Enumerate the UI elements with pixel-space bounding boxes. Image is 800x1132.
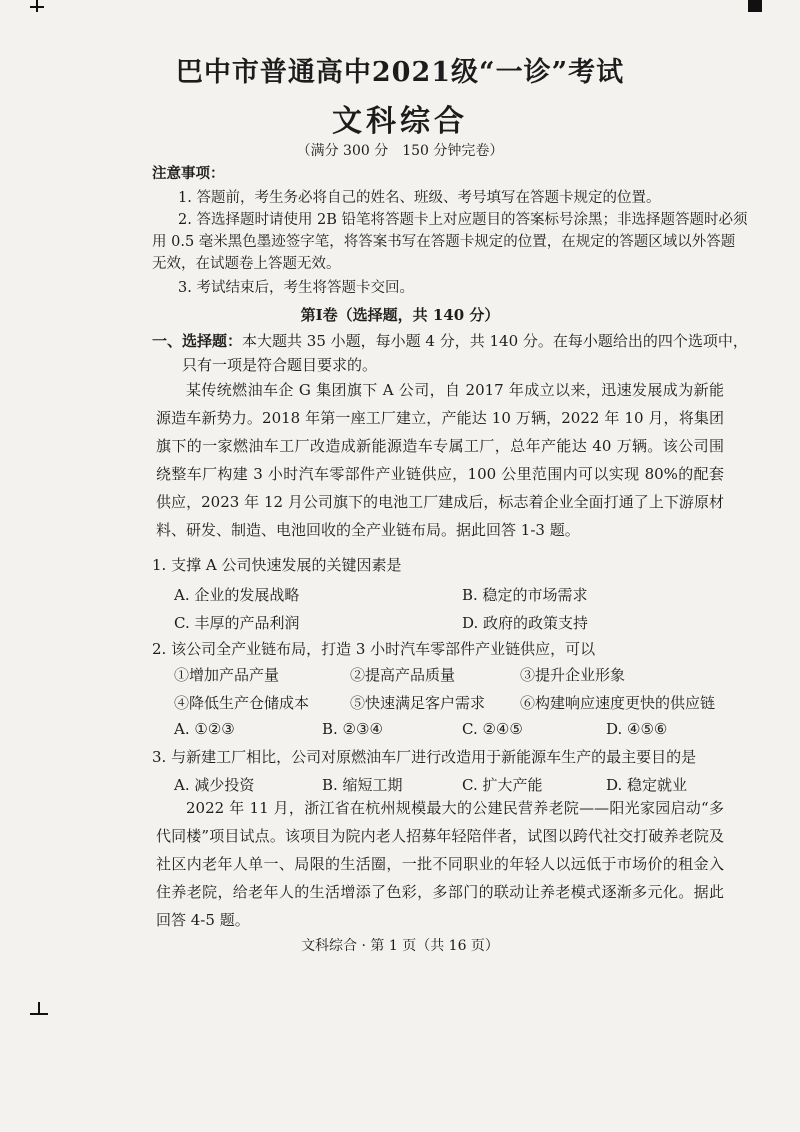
q3-option-a: A. 减少投资 <box>174 776 255 794</box>
notes-item-2: 2. 答选择题时请使用 2B 铅笔将答题卡上对应题目的答案标号涂黑；非选择题答题时必须 <box>178 212 748 228</box>
section-intro <box>152 330 748 351</box>
q3-option-c: C. 扩大产能 <box>462 776 543 794</box>
q3-option-b: B. 缩短工期 <box>322 776 403 794</box>
q3-option-d: D. 稳定就业 <box>606 776 688 794</box>
notes-item-2-cont: 用 0.5 毫米黑色墨迹签字笔，将答案书写在答题卡规定的位置，在规定的答题区域以外答题 <box>152 234 736 250</box>
exam-title: 巴中市普通高中2021级“一诊”考试 <box>175 57 625 88</box>
q2-option-b: B. ②③④ <box>322 720 383 738</box>
passage-2: 2022 年 11 月，浙江省在杭州规模最大的公建民营养老院——阳光家园启动“多代同楼”项目试点。该项目为院内老人招募年轻陪伴者，试图以跨代社交打破养老院及社区内老年人单一、局限的生活圈，一批不同职业的年轻人以远低于市场价的租金入住养老院，给老年人的生活增添了色彩，多部门的联动让养老模式逐渐多元化。据此回答 4-5 题。 <box>156 799 724 929</box>
q1-option-d: D. 政府的政策支持 <box>462 614 589 632</box>
q2-item-6: ⑥构建响应速度更快的供应链 <box>520 694 716 712</box>
notes-item-2-cont2: 无效，在试题卷上答题无效。 <box>152 256 341 272</box>
notes-heading: 注意事项： <box>152 165 225 182</box>
question-1-stem: 1. 支撑 A 公司快速发展的关键因素是 <box>152 556 402 574</box>
page-footer: 文科综合 · 第 1 页（共 16 页） <box>301 938 499 954</box>
score-info: （满分 300 分 150 分钟完卷） <box>296 143 504 159</box>
q2-option-c: C. ②④⑤ <box>462 720 523 738</box>
section-intro-label: 一、选择题： <box>152 332 243 350</box>
q2-item-4: ④降低生产仓储成本 <box>174 694 310 712</box>
scan-corner-mark <box>748 0 762 12</box>
crop-mark-top-left-vertical <box>36 0 38 12</box>
q2-item-1: ①增加产品产量 <box>174 666 280 684</box>
question-2-stem: 2. 该公司全产业链布局，打造 3 小时汽车零部件产业链供应，可以 <box>152 640 596 658</box>
question-3-stem: 3. 与新建工厂相比，公司对原燃油车厂进行改造用于新能源车生产的最主要目的是 <box>152 748 697 766</box>
q2-item-5: ⑤快速满足客户需求 <box>350 694 486 712</box>
section-intro-line2: 只有一项是符合题目要求的。 <box>182 356 378 374</box>
crop-mark-bottom-left-vertical <box>38 1002 40 1014</box>
section-title: 第Ⅰ卷（选择题，共 140 分） <box>300 306 500 324</box>
passage-1: 某传统燃油车企 G 集团旗下 A 公司，自 2017 年成立以来，迅速发展成为新能源造车新势力。2018 年第一座工厂建立，产能达 10 万辆，2022 年 10 月，将集团旗下的一家燃油车工厂改造成新能源造车专属工厂，总年产能达 40 万辆。该公司围绕整车厂构建 3 小时汽车零部件产业链供应，100 公里范围内可以实现 80%的配套供应，2023 年 12 月公司旗下的电池工厂建成后，标志着企业全面打通了上下游原材料、研发、制造、电池回收的全产业链布局。据此回答 1-3 题。 <box>156 381 724 539</box>
q1-option-a: A. 企业的发展战略 <box>174 586 300 604</box>
q1-option-c: C. 丰厚的产品利润 <box>174 614 300 632</box>
notes-item-3: 3. 考试结束后，考生将答题卡交回。 <box>178 280 414 296</box>
exam-subject: 文科综合 <box>332 104 468 139</box>
q2-item-3: ③提升企业形象 <box>520 666 626 684</box>
q1-option-b: B. 稳定的市场需求 <box>462 586 588 604</box>
q2-item-2: ②提高产品质量 <box>350 666 456 684</box>
section-intro-text: 本大题共 35 小题，每小题 4 分，共 140 分。在每小题给出的四个选项中， <box>242 332 748 350</box>
q2-option-d: D. ④⑤⑥ <box>606 720 668 738</box>
notes-item-1: 1. 答题前，考生务必将自己的姓名、班级、考号填写在答题卡规定的位置。 <box>178 190 661 206</box>
q2-option-a: A. ①②③ <box>174 720 235 738</box>
